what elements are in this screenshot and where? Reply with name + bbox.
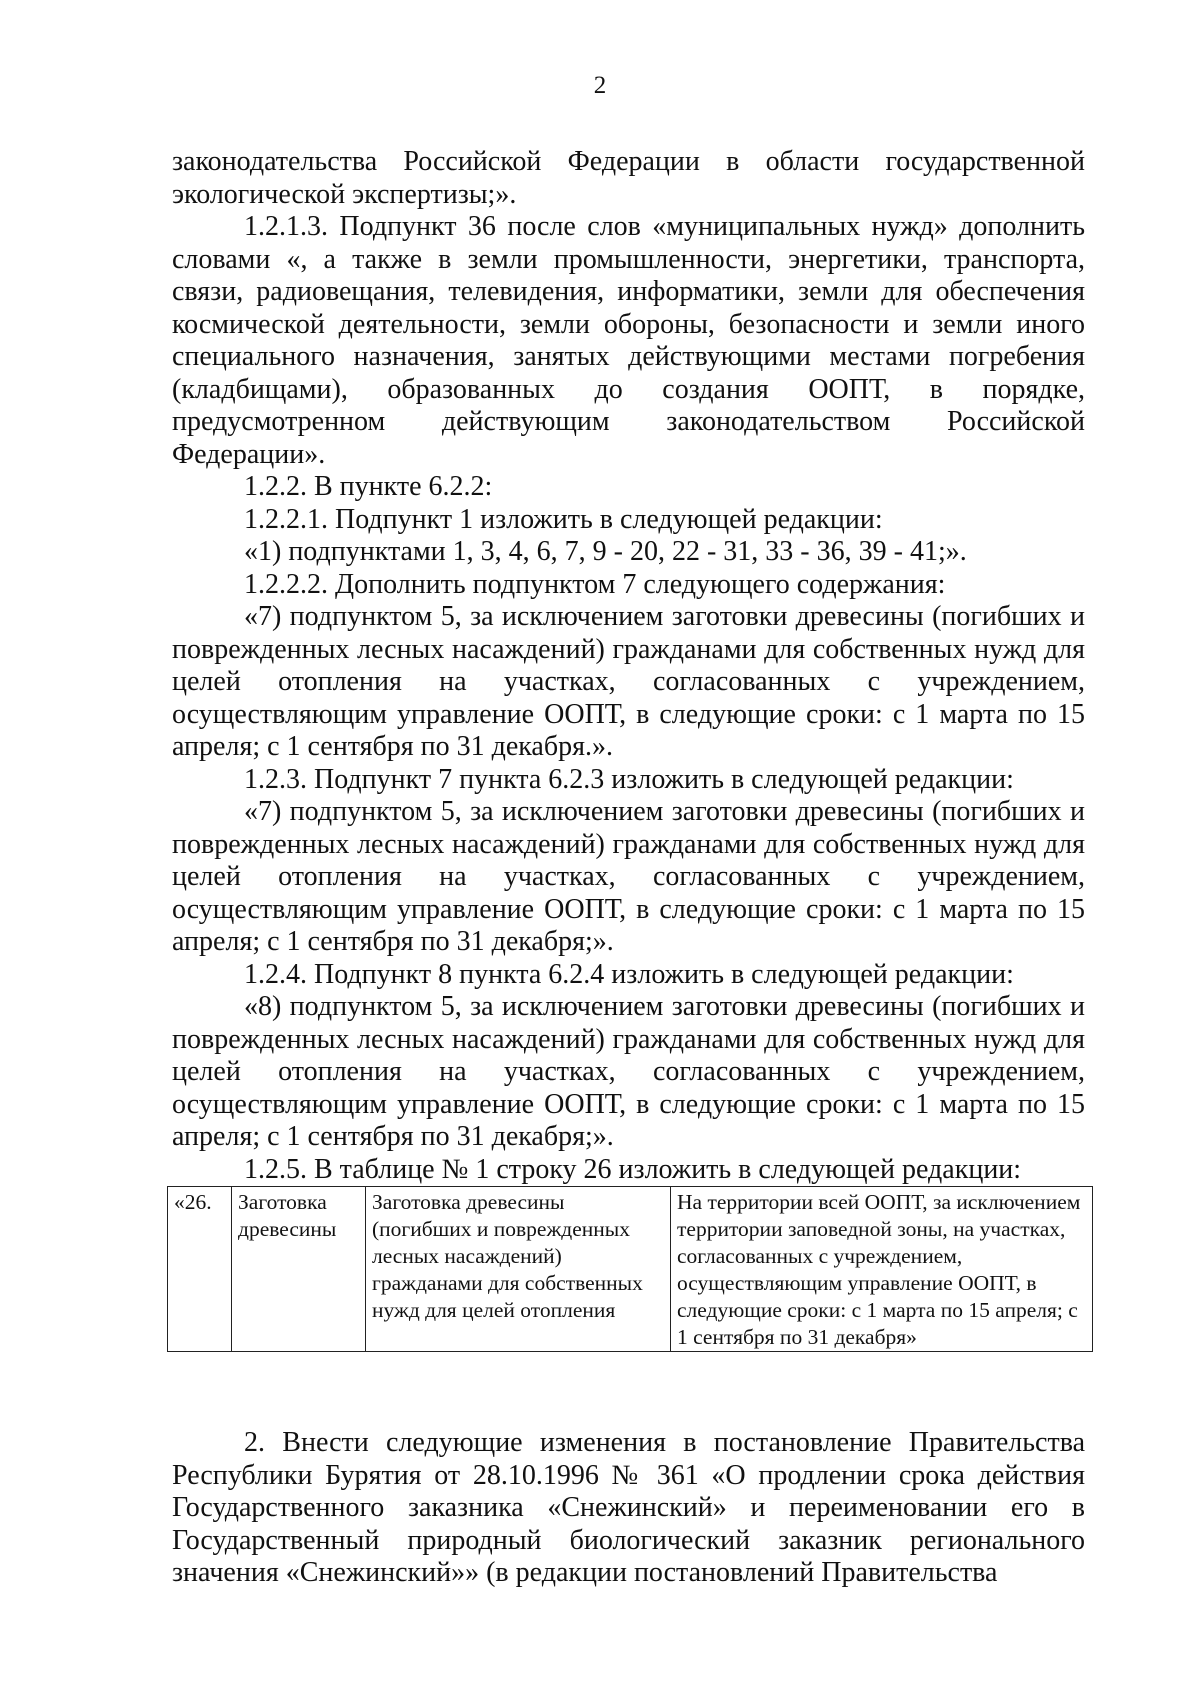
- page-number: 2: [593, 72, 607, 99]
- paragraph: 1.2.5. В таблице № 1 строку 26 изложить в следующей редакции:: [244, 1153, 1022, 1185]
- table-row: [168, 1187, 1093, 1352]
- paragraph: 1.2.2.1. Подпункт 1 изложить в следующей редакции:: [244, 503, 883, 535]
- row-number-cell: «26.: [168, 1187, 232, 1352]
- paragraph: 1.2.3. Подпункт 7 пункта 6.2.3 изложить в следующей редакции:: [244, 763, 1014, 795]
- activity-cell: Заготовка древесины: [232, 1187, 366, 1352]
- paragraph: «1) подпунктами 1, 3, 4, 6, 7, 9 - 20, 22 - 31, 33 - 36, 39 - 41;».: [244, 536, 967, 567]
- amendment-table: [167, 1186, 1093, 1352]
- paragraph: 1.2.2.2. Дополнить подпунктом 7 следующего содержания:: [244, 568, 946, 600]
- closing-paragraph: 2. Внести следующие изменения в постановление Правительства Республики Бурятия от 28.10.1996 № 361 «О продлении срока действия Государственного заказника «Снежинский» и переименовании его в Государственный природный биологический заказник регионального значения «Снежинский»» (в редакции постановлений Правительства: [172, 1427, 1085, 1588]
- conditions-cell: На территории всей ООПТ, за исключением территории заповедной зоны, на участках, согласованных с учреждением, осуществляющим управление ООПТ, в следующие сроки: с 1 марта по 15 апреля; с 1 сентября по 31 декабря»: [671, 1187, 1093, 1352]
- paragraph: 1.2.1.3. Подпункт 36 после слов «муниципальных нужд» дополнить словами «, а также в земли промышленности, энергетики, транспорта, связи, радиовещания, телевидения, информатики, земли для обеспечения космической деятельности, земли обороны, безопасности и земли иного специального назначения, занятых действующими местами погребения (кладбищами), образованных до создания ООПТ, в порядке, предусмотренном действующим законодательством Российской Федерации».: [172, 211, 1085, 470]
- paragraph: «7) подпунктом 5, за исключением заготовки древесины (погибших и поврежденных лесных насаждений) гражданами для собственных нужд для целей отопления на участках, согласованных с учреждением, осуществляющим управление ООПТ, в следующие сроки: с 1 марта по 15 апреля; с 1 сентября по 31 декабря;».: [172, 796, 1085, 957]
- document-body: [172, 146, 1085, 1186]
- paragraph: 1.2.4. Подпункт 8 пункта 6.2.4 изложить в следующей редакции:: [244, 958, 1014, 990]
- paragraph: «8) подпунктом 5, за исключением заготовки древесины (погибших и поврежденных лесных насаждений) гражданами для собственных нужд для целей отопления на участках, согласованных с учреждением, осуществляющим управление ООПТ, в следующие сроки: с 1 марта по 15 апреля; с 1 сентября по 31 декабря;».: [172, 991, 1085, 1152]
- description-cell: Заготовка древесины (погибших и поврежденных лесных насаждений) гражданами для собственных нужд для целей отопления: [366, 1187, 671, 1352]
- paragraph: 1.2.2. В пункте 6.2.2:: [244, 471, 493, 502]
- paragraph: «7) подпунктом 5, за исключением заготовки древесины (погибших и поврежденных лесных насаждений) гражданами для собственных нужд для целей отопления на участках, согласованных с учреждением, осуществляющим управление ООПТ, в следующие сроки: с 1 марта по 15 апреля; с 1 сентября по 31 декабря.».: [172, 601, 1085, 762]
- closing-section: [172, 1427, 1085, 1590]
- paragraph: законодательства Российской Федерации в области государственной экологической экспертизы;».: [172, 146, 1085, 210]
